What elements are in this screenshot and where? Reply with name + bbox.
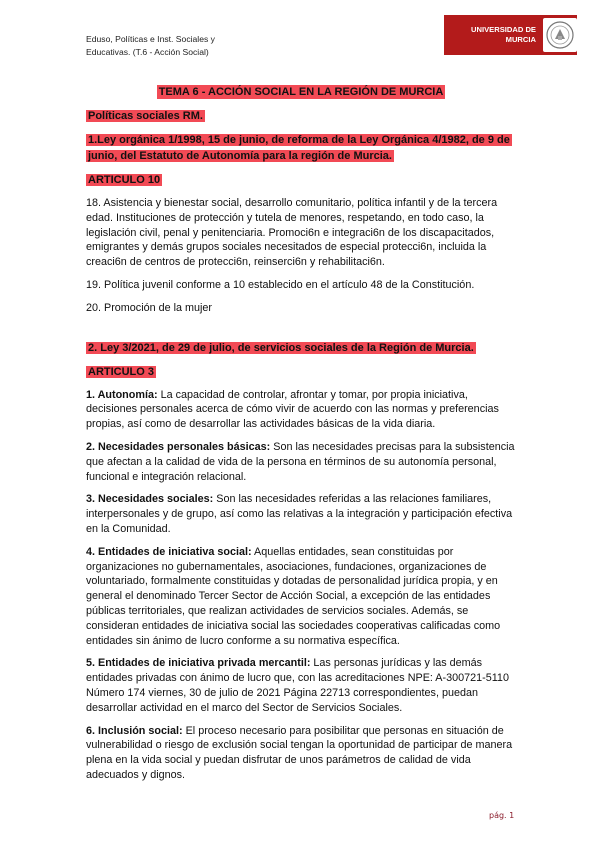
definition-text: El proceso necesario para posibilitar que personas en situación de vulnerabilidad o riesgo de exclusión social tengan la oportunidad de participar de manera plena en la vida social y puedan disfrutar de unos parámetros de calidad de vida adecuados y dignos. bbox=[86, 724, 513, 781]
logo-line-2: MURCIA bbox=[505, 35, 536, 44]
definition-necesidades-basicas bbox=[86, 440, 516, 484]
university-logo bbox=[444, 15, 577, 55]
definition-term: 1. Autonomía: bbox=[86, 388, 158, 401]
definition-necesidades-sociales bbox=[86, 492, 516, 536]
article-10-heading bbox=[86, 172, 516, 188]
definition-text: Son las necesidades referidas a las relaciones familiares, interpersonales y de grupo, así como las relativas a la integración y participación efectiva en la Comunidad. bbox=[86, 493, 513, 535]
article-3-text: ARTICULO 3 bbox=[88, 365, 154, 378]
definition-text: Son las necesidades precisas para la subsistencia que afectan a la calidad de vida de la persona en términos de su autonomía personal, funcional e integración relacional. bbox=[86, 440, 515, 483]
article-10-item-19: 19. Política juvenil conforme a 10 establecido en el artículo 48 de la Constitución. bbox=[86, 278, 475, 291]
definition-term: 3. Necesidades sociales: bbox=[86, 493, 214, 506]
definition-term: 4. Entidades de iniciativa social: bbox=[86, 545, 252, 558]
document-title bbox=[86, 82, 516, 100]
article-10-item-18: 18. Asistencia y bienestar social, desarrollo comunitario, política infantil y de la tercera edad. Instituciones de protección y tutela de menores, respetando, en todo caso, la legislación civil, penal y penitenciaria. Promoci6n e integraci6n de los discapacitados, emigrantes y demás grupos sociales necesitados de especial protecci6n, incluida la creaci6n de centros de protecci6n, reinserci6n y rehabilitaci6n. bbox=[86, 197, 498, 269]
definition-inclusion-social bbox=[86, 724, 516, 783]
definition-entidades-iniciativa-social bbox=[86, 545, 516, 649]
definition-autonomia bbox=[86, 388, 516, 432]
definition-text: La capacidad de controlar, afrontar y tomar, por propia iniciativa, decisiones personales acerca de cómo vivir de acuerdo con las normas y preferencias propias, así como de desarrollar las actividades básicas de la vida diaria. bbox=[86, 388, 499, 431]
page-number: pág. 1 bbox=[489, 811, 515, 820]
law-1-heading bbox=[86, 132, 516, 164]
logo-line-1: UNIVERSIDAD DE bbox=[471, 25, 536, 34]
law-1-text: 1.Ley orgánica 1/1998, 15 de junio, de reforma de la Ley Orgánica 4/1982, de 9 de junio, del Estatuto de Autonomía para la región de Murcia. bbox=[88, 134, 510, 162]
definition-term: 6. Inclusión social: bbox=[86, 724, 183, 737]
article-3-heading bbox=[86, 364, 516, 380]
logo-text bbox=[444, 25, 540, 45]
definition-term: 2. Necesidades personales básicas: bbox=[86, 440, 271, 453]
definition-text: Aquellas entidades, sean constituidas por organizaciones no gubernamentales, asociaciones, fundaciones, organizaciones de voluntariado, formalmente constituidas y dotadas de personalidad jurídica propia, y en general el denominado Tercer Sector de Acción Social, a excepción de las entidades públicas territoriales, que realizan actividades de servicios sociales. Además, se consideran entidades de iniciativa social las sociedades cooperativas calificadas como entidades sin ánimo de lucro conforme a su normativa específica. bbox=[86, 545, 501, 647]
section-heading-policies bbox=[86, 108, 516, 124]
article-10-text: ARTICULO 10 bbox=[88, 174, 161, 186]
university-seal-icon bbox=[543, 18, 577, 52]
definition-term: 5. Entidades de iniciativa privada mercantil: bbox=[86, 657, 311, 670]
header-line-1: Eduso, Políticas e Inst. Sociales y bbox=[86, 34, 215, 44]
header-line-2: Educativas. (T.6 - Acción Social) bbox=[86, 47, 209, 57]
definition-entidades-privada-mercantil bbox=[86, 656, 516, 715]
title-text: TEMA 6 - ACCIÓN SOCIAL EN LA REGIÓN DE MURCIA bbox=[158, 86, 444, 98]
article-10-item-20: 20. Promoción de la mujer bbox=[86, 301, 213, 314]
document-body bbox=[86, 82, 516, 791]
section-heading-text: Políticas sociales RM. bbox=[88, 110, 203, 122]
law-2-text: 2. Ley 3/2021, de 29 de julio, de servicios sociales de la Región de Murcia. bbox=[88, 341, 474, 354]
law-2-heading bbox=[86, 340, 516, 356]
header-course-info bbox=[86, 33, 215, 59]
definition-text: Las personas jurídicas y las demás entidades privadas con ánimo de lucro que, con las acreditaciones NPE: A-300721-5110 Número 174 viernes, 30 de julio de 2021 Página 22713 correspondientes, puedan desarrollar actividad en el marco del Sector de Servicios Sociales. bbox=[86, 657, 509, 714]
